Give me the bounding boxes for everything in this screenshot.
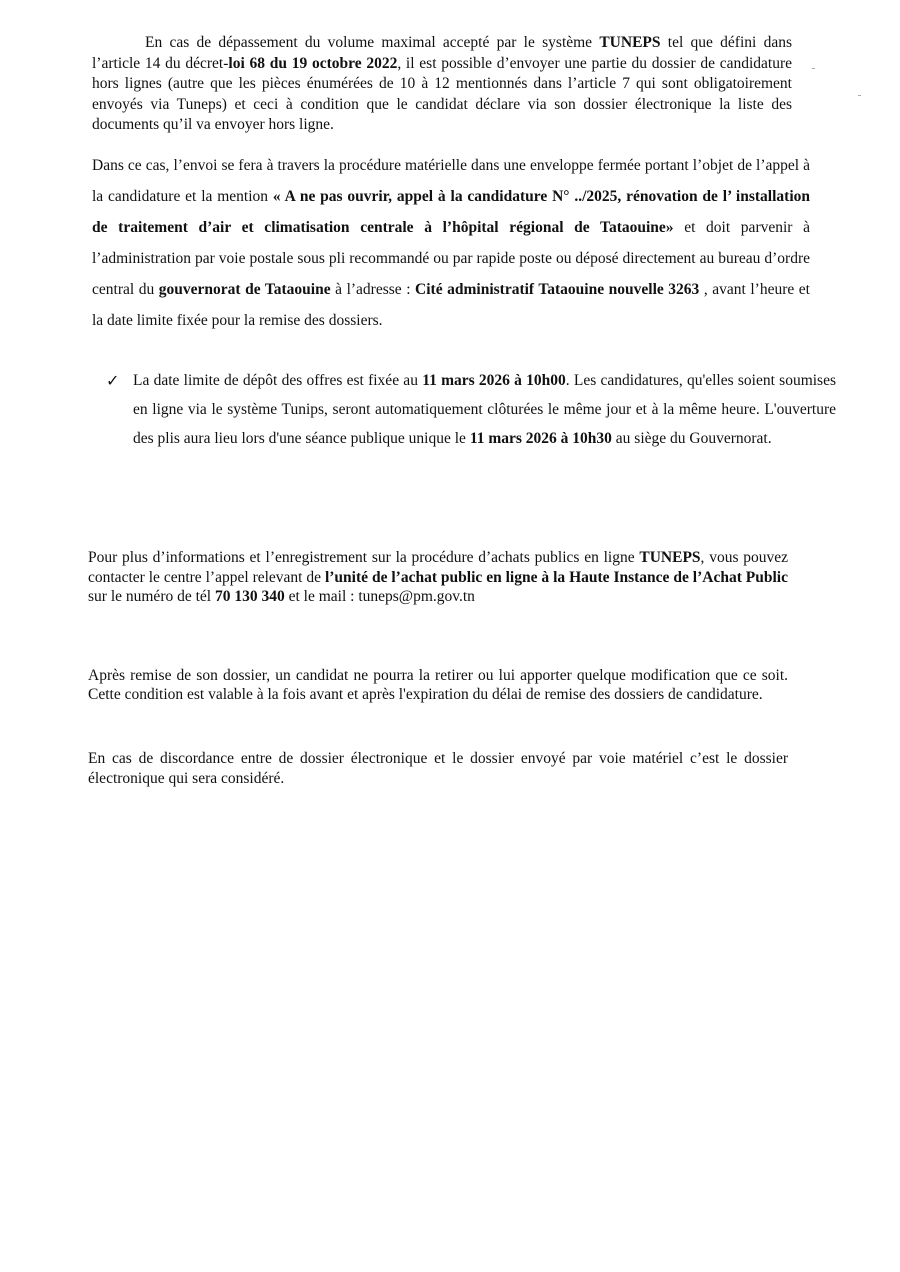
text-run: à l’adresse :	[330, 281, 416, 298]
check-icon: ✓	[106, 371, 120, 390]
deadline-text	[133, 366, 836, 453]
bold-run-decree: loi 68 du 19 octobre 2022	[228, 54, 398, 72]
text-run: au siège du Gouvernorat.	[611, 430, 772, 447]
bold-run-address: Cité administratif Tataouine nouvelle 3263	[415, 281, 700, 298]
bold-run-unit: l’unité de l’achat public en ligne à la Haute Instance de l’Achat Public	[324, 568, 788, 586]
text-run: Après remise de son dossier, un candidat ne pourra la retirer ou lui apporter quelque modification que ce soit. Cette condition est valable à la fois avant et après l'expiration du délai de remise des dossiers de candidature.	[88, 667, 788, 703]
paragraph-withdrawal-rule	[88, 666, 788, 704]
text-run: Dans ce cas, l’envoi se fera à travers la procédure matérielle dans une enveloppe fermée portant l’objet de l’appel à la candidature et la mention	[92, 157, 810, 205]
paragraph-discrepancy-rule	[88, 749, 788, 788]
text-run: La date limite de dépôt des offres est fixée au	[133, 372, 423, 389]
deadline-bullet	[106, 366, 836, 453]
text-run: . Les candidatures, qu'elles soient soumises en ligne via le système Tunips, seront automatiquement clôturées le même jour et à la même heure. L'ouverture des plis aura lieu lors d'une séance publique unique le	[133, 372, 837, 447]
paragraph-contact-info	[88, 548, 788, 607]
text-run: En cas de discordance entre de dossier électronique et le dossier envoyé par voie matériel c’est le dossier électronique qui sera considéré.	[88, 750, 788, 787]
text-run: Pour plus d’informations et l’enregistrement sur la procédure d’achats publics en ligne	[88, 549, 640, 566]
text-run: En cas de dépassement du volume maximal accepté par le système	[145, 34, 600, 51]
text-run: , il est possible d’envoyer une partie du dossier de candidature hors lignes (autre que les pièces énumérées de 10 à 12 mentionnés dans l’article 7 qui sont obligatoirement envoyés via Tuneps) et ceci à condition que le candidat déclare via son dossier électronique la liste des documents qu’il va envoyer hors ligne.	[92, 54, 792, 133]
bold-run-phone: 70 130 340	[214, 588, 285, 605]
paragraph-tuneps-volume	[92, 33, 792, 136]
text-run: sur le numéro de tél	[88, 588, 215, 605]
scan-speck	[858, 95, 861, 96]
text-run: et le mail : tuneps@pm.gov.tn	[284, 588, 475, 605]
bold-run-tuneps: TUNEPS	[599, 34, 661, 51]
bold-run-deadline: 11 mars 2026 à 10h00	[422, 372, 566, 389]
text-run: et doit parvenir à l’administration par voie postale sous pli recommandé ou par rapide poste ou déposé directement au bureau d’ordre central du	[92, 219, 810, 298]
scan-speck	[812, 68, 815, 69]
text-run: tel que défini dans l’article 14 du décret-	[92, 34, 792, 72]
bold-run-tuneps: TUNEPS	[639, 549, 701, 566]
text-run: , vous pouvez contacter le centre l’appel relevant de	[88, 549, 789, 586]
bold-run-gouvernorat: gouvernorat de Tataouine	[158, 281, 331, 298]
bold-run-mention: « A ne pas ouvrir, appel à la candidature N° ../2025, rénovation de l’ installation de traitement d’air et climatisation centrale à l’hôpital régional de Tataouine»	[92, 188, 810, 236]
text-run: , avant l’heure et la date limite fixée pour la remise des dossiers.	[92, 281, 810, 329]
bold-run-opening: 11 mars 2026 à 10h30	[469, 430, 612, 447]
paragraph-envelope-procedure	[92, 150, 810, 336]
